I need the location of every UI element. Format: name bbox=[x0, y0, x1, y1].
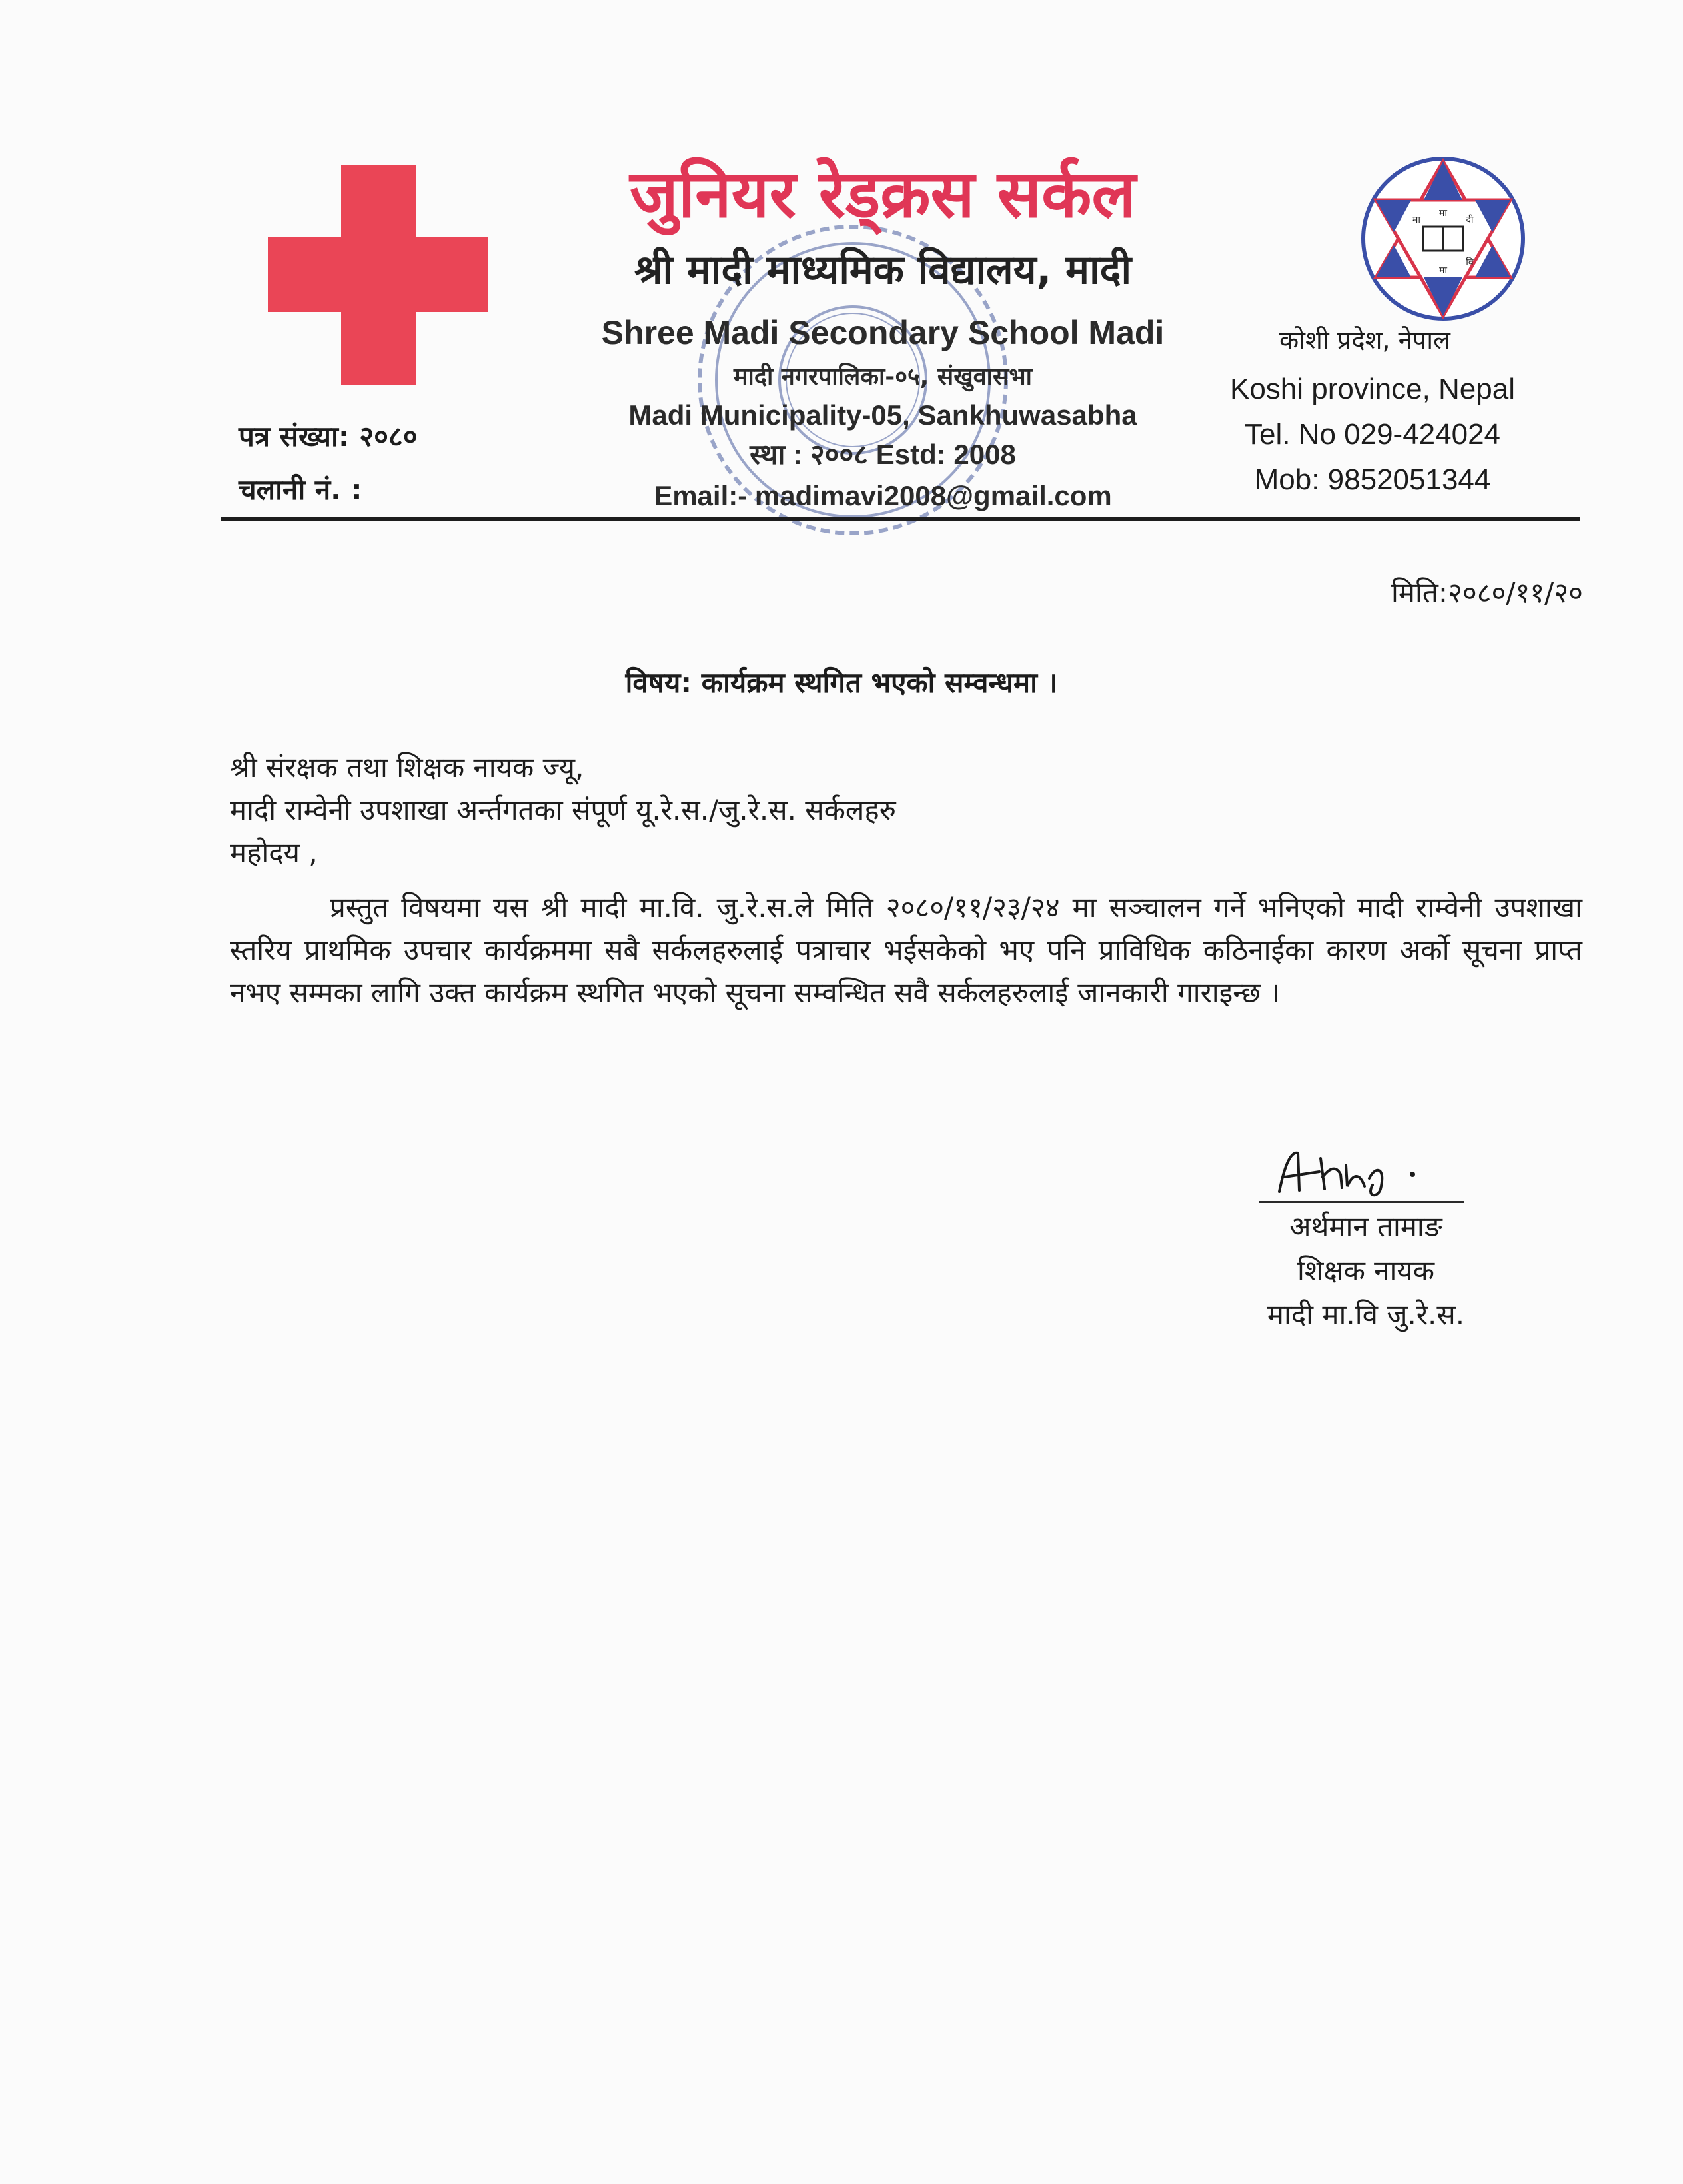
header-divider bbox=[221, 517, 1580, 521]
svg-text:मा: मा bbox=[1439, 265, 1447, 276]
email-line: Email:- madimavi2008@gmail.com bbox=[654, 480, 1112, 511]
signature-icon bbox=[1259, 1145, 1459, 1198]
signatory-org: मादी मा.वि जु.रे.स. bbox=[1267, 1298, 1465, 1331]
svg-text:मा: मा bbox=[1412, 215, 1420, 225]
letter-body: प्रस्तुत विषयमा यस श्री मादी मा.वि. जु.रे.स.ले मिति २०८०/११/२३/२४ मा सञ्चालन गर्ने भनिएको मादी राम्वेनी उपशाखा स्तरिय प्राथमिक उपचार कार्यक्रममा सबै सर्कलहरुलाई पत्राचार भईसकेको भए पनि प्राविधिक कठिनाईका कारण अर्को सूचना प्राप्त नभए सम्मका लागि उक्त कार्यक्रम स्थगित भएको सूचना सम्वन्धित सवै सर्कलहरुलाई जानकारी गाराइन्छ । bbox=[230, 891, 1582, 1009]
address-nepali: मादी नगरपालिका-०५, संखुवासभा bbox=[734, 363, 1032, 391]
province-english: Koshi province, Nepal bbox=[1229, 373, 1515, 405]
addressee-line-1: श्री संरक्षक तथा शिक्षक नायक ज्यू, bbox=[230, 751, 584, 784]
letter-date: मिति:२०८०/११/२० bbox=[1391, 576, 1583, 609]
salutation: महोदय , bbox=[230, 836, 318, 869]
province-nepali: कोशी प्रदेश, नेपाल bbox=[1279, 325, 1450, 355]
org-title: जुनियर रेड्क्रस सर्कल bbox=[630, 156, 1136, 233]
red-cross-icon bbox=[268, 165, 488, 385]
svg-text:वि: वि bbox=[1466, 257, 1474, 268]
school-name-nepali: श्री मादी माध्यमिक विद्यालय, मादी bbox=[634, 247, 1131, 293]
school-emblem-icon bbox=[1359, 155, 1527, 323]
signatory-name: अर्थमान तामाङ bbox=[1289, 1210, 1442, 1243]
established-line bbox=[520, 435, 1246, 475]
signatory-title: शिक्षक नायक bbox=[1297, 1254, 1434, 1287]
addressee-block bbox=[230, 746, 896, 874]
addressee-line-2: मादी राम्वेनी उपशाखा अर्न्तगतका संपूर्ण यू.रे.स./जु.रे.स. सर्कलहरु bbox=[230, 794, 896, 826]
address-english: Madi Municipality-05, Sankhuwasabha bbox=[628, 399, 1137, 431]
estd-english: Estd: 2008 bbox=[875, 439, 1016, 470]
telephone: Tel. No 029-424024 bbox=[1244, 418, 1501, 451]
svg-text:दी: दी bbox=[1466, 215, 1474, 225]
signatory-block bbox=[1239, 1205, 1492, 1337]
letterhead-center bbox=[520, 155, 1246, 517]
dispatch-number: चलानी नं. : bbox=[239, 473, 362, 506]
svg-text:मा: मा bbox=[1439, 208, 1447, 219]
letter-subject: विषय: कार्यक्रम स्थगित भएको सम्वन्धमा । bbox=[625, 666, 1058, 699]
estd-nepali: स्था : २००८ bbox=[750, 439, 869, 470]
mobile: Mob: 9852051344 bbox=[1254, 463, 1491, 496]
contact-block bbox=[1219, 313, 1526, 503]
letter-number: पत्र संख्या: २०८० bbox=[239, 420, 418, 453]
signature-line bbox=[1259, 1201, 1464, 1203]
reference-block bbox=[239, 410, 418, 517]
school-name-english: Shree Madi Secondary School Madi bbox=[601, 314, 1165, 351]
